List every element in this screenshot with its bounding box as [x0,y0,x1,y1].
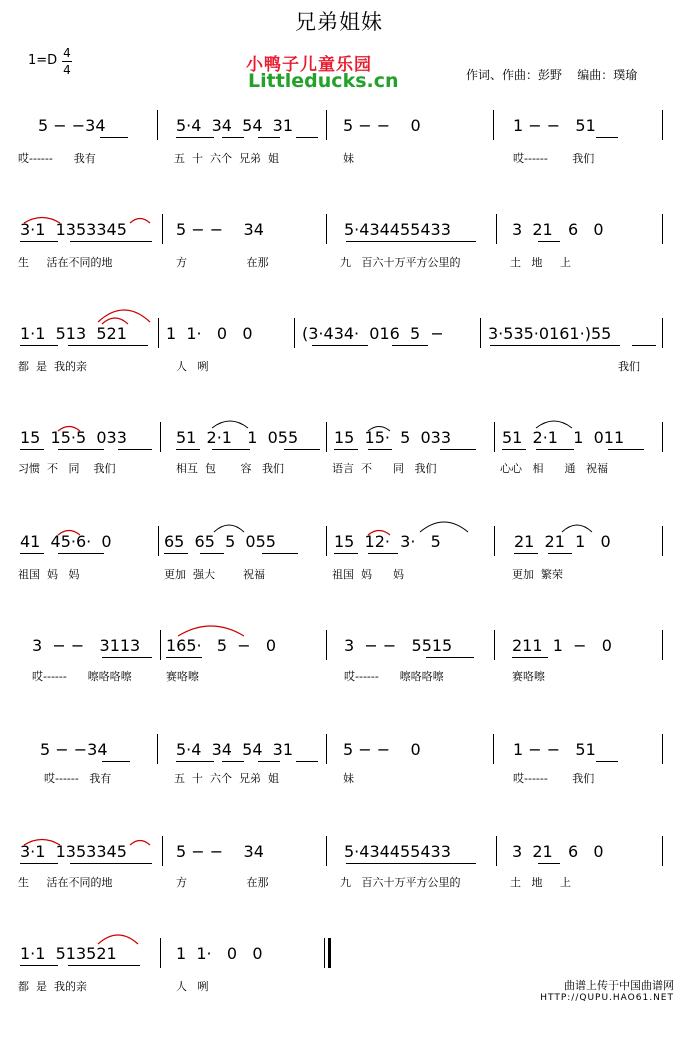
measure-notes: 3·1 1353345 [20,220,127,239]
measure-lyrics: 妹 [343,772,354,785]
footer-line1: 曲谱上传于中国曲谱网 [564,979,674,992]
measure-lyrics: 哎------ 我有 [18,152,96,165]
measure-notes: 65 65 5 055 [164,532,276,551]
measure-notes: 15 12· 3· 5 [334,532,441,551]
measure-notes: 5 − − 0 [343,740,421,759]
measure-notes: 5 − −34 [38,116,106,135]
measure-lyrics: 相互 包 容 我们 [176,462,284,475]
measure-lyrics: 方 在那 [176,256,269,269]
measure-notes: 1 1· 0 0 [176,944,263,963]
measure-lyrics: 赛咯嚓 [512,670,545,683]
key-signature: 1=D [28,53,58,68]
measure-notes: 5 − − 0 [343,116,421,135]
measure-notes: 165· 5 − 0 [166,636,277,655]
measure-notes: 51 2·1 1 055 [176,428,299,447]
score-row [0,836,678,936]
measure-lyrics: 祖国 妈 妈 [18,568,80,581]
song-title: 兄弟姐妹 [295,10,383,34]
score-row [0,422,678,522]
measure-notes: 1·1 513 521 [20,324,127,343]
score-row [0,630,678,730]
measure-notes: 1 1· 0 0 [166,324,253,343]
measure-lyrics: 五 十 六个 兄弟 姐 [174,772,279,785]
measure-notes: 5·4 34 54 31 [176,116,294,135]
measure-lyrics: 哎------ 我们 [513,152,595,165]
measure-notes: 5 − −34 [40,740,108,759]
score-row [0,526,678,626]
measure-lyrics: 生 活在不同的地 [18,256,113,269]
score-row [0,318,678,418]
measure-notes: 5·434455433 [344,220,451,239]
measure-notes: 21 21 1 0 [514,532,611,551]
measure-lyrics: 哎------ 我们 [513,772,595,785]
measure-lyrics: 祖国 妈 妈 [332,568,404,581]
measure-lyrics: 哎------ 嚓咯咯嚓 [32,670,132,683]
measure-notes: 5 − − 34 [176,842,264,861]
time-signature [62,46,72,77]
measure-notes: 211 1 − 0 [512,636,612,655]
footer-line2: HTTP://QUPU.HAO61.NET [540,993,674,1003]
measure-notes: 1·1 513521 [20,944,117,963]
measure-lyrics: 生 活在不同的地 [18,876,113,889]
measure-lyrics: 赛咯嚓 [166,670,199,683]
measure-notes: 3·1 1353345 [20,842,127,861]
measure-lyrics: 语言 不 同 我们 [332,462,437,475]
measure-lyrics: 五 十 六个 兄弟 姐 [174,152,279,165]
measure-lyrics: 习惯 不 同 我们 [18,462,116,475]
time-signature-bottom: 4 [63,63,71,77]
measure-notes: 5·4 34 54 31 [176,740,294,759]
footer-credit [540,980,674,1004]
watermark-url: Littleducks.cn [248,70,399,92]
measure-lyrics: 方 在那 [176,876,269,889]
measure-notes: (3·434· 016 5 − [302,324,444,343]
measure-notes: 3·535·0161·)55 [488,324,612,343]
score-row [0,214,678,314]
measure-notes: 5 − − 34 [176,220,264,239]
measure-notes: 3 21 6 0 [512,220,604,239]
measure-lyrics: 哎------ 嚓咯咯嚓 [344,670,444,683]
measure-notes: 3 − − 5515 [344,636,453,655]
measure-notes: 3 − − 3113 [32,636,141,655]
measure-lyrics: 心心 相 通 祝福 [500,462,608,475]
watermark-chinese: 小鸭子儿童乐园 [246,55,372,75]
measure-lyrics: 九 百六十万平方公里的 [340,876,461,889]
measure-notes: 41 45·6· 0 [20,532,112,551]
credits: 作词、作曲：彭野 编曲：璞瑜 [466,68,638,82]
time-signature-top: 4 [63,46,71,60]
measure-lyrics: 都 是 我的亲 [18,980,87,993]
measure-lyrics: 更加 强大 祝福 [164,568,265,581]
measure-lyrics: 我们 [618,360,640,373]
measure-lyrics: 更加 繁荣 [512,568,563,581]
measure-notes: 1 − − 51 [513,116,596,135]
measure-lyrics: 哎------ 我有 [44,772,112,785]
measure-lyrics: 妹 [343,152,354,165]
measure-notes: 1 − − 51 [513,740,596,759]
measure-lyrics: 人 咧 [176,360,209,373]
score-row [0,734,678,834]
measure-notes: 15 15· 5 033 [334,428,452,447]
measure-lyrics: 土 地 上 [510,876,571,889]
measure-lyrics: 土 地 上 [510,256,571,269]
measure-notes: 3 21 6 0 [512,842,604,861]
score-row [0,110,678,210]
measure-lyrics: 人 咧 [176,980,209,993]
measure-notes: 51 2·1 1 011 [502,428,625,447]
measure-lyrics: 都 是 我的亲 [18,360,87,373]
measure-lyrics: 九 百六十万平方公里的 [340,256,461,269]
measure-notes: 15 15·5 033 [20,428,127,447]
measure-notes: 5·434455433 [344,842,451,861]
